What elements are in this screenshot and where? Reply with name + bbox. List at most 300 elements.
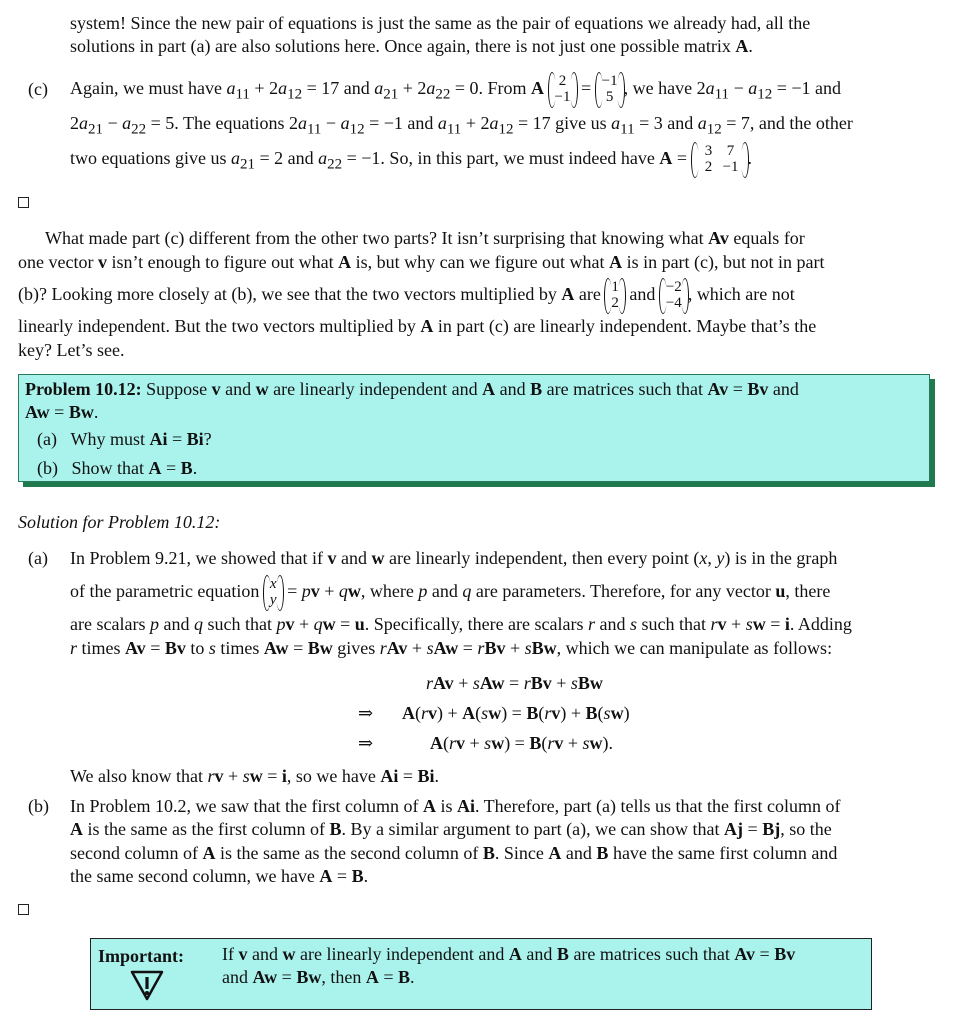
text: is in part (c), but not in part xyxy=(622,252,825,272)
column-vector xyxy=(660,280,688,312)
text: and xyxy=(222,966,253,987)
bold-symbol: Bi xyxy=(417,766,435,786)
var: q xyxy=(193,614,203,634)
text: = 5. The equations 2 xyxy=(146,113,298,133)
subscript: 21 xyxy=(383,86,399,103)
part-c-label: (c) xyxy=(28,79,48,99)
bold-symbol: Aw xyxy=(263,638,289,658)
text: = −1 and xyxy=(364,113,438,133)
bold-symbol: Aj xyxy=(724,819,744,840)
text: Suppose xyxy=(141,379,212,399)
subscript: 12 xyxy=(706,121,722,138)
part-c-line-2 xyxy=(70,107,950,139)
text: ) + xyxy=(437,703,463,723)
var: r xyxy=(421,703,429,723)
bold-symbol: w xyxy=(255,379,269,399)
text: equals for xyxy=(728,228,805,248)
derivation-line-3 xyxy=(358,732,678,762)
text: In Problem 9.21, we showed that if xyxy=(70,548,328,568)
bold-symbol: Bv xyxy=(530,673,552,693)
text: are linearly independent and xyxy=(295,944,509,964)
text: Show that xyxy=(71,458,149,478)
text: If xyxy=(222,944,239,964)
var: a xyxy=(340,113,350,133)
text: are matrices such that xyxy=(542,379,708,399)
matrix-row xyxy=(698,144,742,160)
sol-a-line-2 xyxy=(70,571,950,611)
para-line-3 xyxy=(18,275,950,313)
bold-symbol: v xyxy=(238,944,248,964)
solution-part-a-label: (a) xyxy=(28,548,48,568)
var: a xyxy=(697,113,707,133)
text: What made part (c) different from the other two parts? It isn’t surprising that knowing what xyxy=(45,228,709,248)
text: have the same first column and xyxy=(608,842,838,863)
var: r xyxy=(547,733,555,753)
text: ( xyxy=(538,703,545,723)
text: + 2 xyxy=(249,78,279,98)
warning-icon xyxy=(129,970,165,1002)
sol-a-line-3 xyxy=(70,613,950,637)
bold-symbol: Bw xyxy=(68,402,94,422)
implies-arrow-icon: ⇒ xyxy=(358,733,374,753)
text: ? xyxy=(203,429,212,449)
text: = xyxy=(335,614,355,634)
bold-symbol: i xyxy=(281,766,287,786)
carryover-line-1 xyxy=(70,12,950,35)
var: r xyxy=(449,733,457,753)
var: s xyxy=(484,733,492,753)
text: is the same as the second column of xyxy=(215,842,483,863)
var: s xyxy=(472,673,480,693)
text: . By a similar argument to part (a), we can show that xyxy=(341,819,725,840)
text: gives xyxy=(332,638,380,658)
bold-symbol: A xyxy=(420,316,434,336)
text: ( xyxy=(597,703,604,723)
bold-symbol: Bw xyxy=(296,966,322,987)
sol-b-line-2 xyxy=(70,818,950,841)
matrix-entry: 3 xyxy=(704,143,713,160)
problem-part-a xyxy=(37,428,212,451)
subscript: 11 xyxy=(714,86,730,103)
equation xyxy=(402,702,630,725)
text: times xyxy=(77,638,126,658)
text: . Since xyxy=(494,842,549,863)
var: r xyxy=(544,703,552,723)
bold-symbol: B xyxy=(529,733,542,753)
text: − xyxy=(103,113,123,133)
text: in part (c) are linearly independent. Maybe that’s the xyxy=(433,316,817,336)
text: and xyxy=(495,379,531,399)
text: is the same as the first column of xyxy=(83,819,330,840)
subscript: 12 xyxy=(498,121,514,138)
text: are matrices such that xyxy=(568,944,735,964)
important-box xyxy=(90,938,872,1010)
text: = xyxy=(743,819,763,840)
text: , where xyxy=(360,581,419,601)
bold-symbol: Bj xyxy=(762,819,781,840)
bold-symbol: v xyxy=(428,703,438,723)
var: s xyxy=(208,638,216,658)
subscript: 12 xyxy=(757,86,773,103)
text: and xyxy=(561,842,597,863)
bold-symbol: v xyxy=(327,548,337,568)
var: a xyxy=(122,113,132,133)
para-line-4 xyxy=(18,315,950,339)
carryover-paragraph xyxy=(70,12,950,59)
bold-symbol: Aw xyxy=(25,402,50,422)
text: are scalars xyxy=(70,614,150,634)
text: = xyxy=(332,866,352,887)
vector-entry: 2 xyxy=(611,294,619,311)
bold-symbol: B xyxy=(482,842,495,863)
text: ) + xyxy=(560,703,586,723)
text: + xyxy=(563,733,583,753)
text: . xyxy=(410,966,415,987)
text: is xyxy=(435,796,457,816)
text: such that xyxy=(637,614,711,634)
bold-symbol: w xyxy=(491,733,505,753)
var: r xyxy=(426,673,434,693)
text: and xyxy=(624,284,660,304)
bold-symbol: B xyxy=(180,458,193,478)
sol-a-line-1 xyxy=(70,547,950,571)
text: and xyxy=(158,614,194,634)
bold-symbol: A xyxy=(508,944,522,964)
bold-symbol: u xyxy=(775,581,786,601)
vector-entry: y xyxy=(269,591,277,608)
text: key? Let’s see. xyxy=(18,340,125,360)
text: + xyxy=(726,614,746,634)
text: = xyxy=(161,458,181,478)
part-label: (a) xyxy=(37,429,57,449)
bold-symbol: v xyxy=(211,379,221,399)
text: = xyxy=(49,402,69,422)
vector-entry: −1 xyxy=(554,88,571,105)
subscript: 21 xyxy=(239,156,255,173)
var: a xyxy=(226,78,236,98)
bold-symbol: i xyxy=(784,614,790,634)
var: s xyxy=(242,766,250,786)
para-line-5 xyxy=(18,339,950,363)
subscript: 22 xyxy=(131,121,147,138)
column-vector xyxy=(596,74,624,106)
var: p xyxy=(276,614,286,634)
sol-b-line-1 xyxy=(70,795,950,818)
vector-entry: −2 xyxy=(665,279,682,296)
text: + xyxy=(294,614,314,634)
carryover-line-2 xyxy=(70,35,950,58)
text: are xyxy=(574,284,606,304)
text: . xyxy=(93,402,99,422)
var: s xyxy=(603,703,611,723)
derivation-line-2 xyxy=(358,702,678,732)
bold-symbol: Bi xyxy=(186,429,204,449)
bold-symbol: v xyxy=(97,252,107,272)
text: + xyxy=(505,638,525,658)
text: = −1 and xyxy=(772,78,842,98)
text: ). xyxy=(602,733,614,753)
bold-symbol: A xyxy=(430,733,443,753)
text: = xyxy=(458,638,478,658)
subscript: 11 xyxy=(306,121,322,138)
text: , which we can manipulate as follows: xyxy=(556,638,833,658)
text: second column of xyxy=(70,842,203,863)
bold-symbol: w xyxy=(488,703,502,723)
part-c-text xyxy=(70,69,950,177)
var: a xyxy=(79,113,88,133)
bold-symbol: B xyxy=(526,703,539,723)
text: . xyxy=(748,36,753,57)
bold-symbol: A xyxy=(422,796,436,816)
problem-box xyxy=(18,374,930,482)
bold-symbol: Av xyxy=(433,673,454,693)
text: two equations give us xyxy=(70,148,231,168)
text: ) = xyxy=(504,733,530,753)
problem-title: Problem 10.12: xyxy=(25,379,142,399)
bold-symbol: Av xyxy=(707,379,729,399)
bold-symbol: Ai xyxy=(149,429,168,449)
bold-symbol: Bv xyxy=(747,379,769,399)
bold-symbol: Bw xyxy=(531,638,557,658)
text: , there xyxy=(785,581,831,601)
text: ( xyxy=(443,733,449,753)
text: + xyxy=(453,673,473,693)
var: x xyxy=(699,548,708,568)
var: a xyxy=(437,113,447,133)
text: and xyxy=(336,548,372,568)
text: and xyxy=(427,581,463,601)
text: = xyxy=(262,766,282,786)
var: a xyxy=(374,78,384,98)
text: linearly independent. But the two vectors multiplied by xyxy=(18,316,421,336)
bold-symbol: Ai xyxy=(380,766,399,786)
text: , so we have xyxy=(286,766,381,786)
var: q xyxy=(338,581,348,601)
bold-symbol: Aw xyxy=(479,673,505,693)
var: a xyxy=(230,148,240,168)
var: a xyxy=(748,78,758,98)
var: a xyxy=(278,78,288,98)
text: and xyxy=(521,944,557,964)
text: = 17 and xyxy=(302,78,375,98)
important-line-2 xyxy=(222,966,862,989)
bold-symbol: B xyxy=(585,703,598,723)
solution-part-b xyxy=(70,795,950,889)
var: p xyxy=(418,581,428,601)
equation xyxy=(430,732,613,755)
bold-symbol: A xyxy=(735,36,749,57)
bold-symbol: B xyxy=(351,866,364,887)
vector-entry: −4 xyxy=(665,294,682,311)
bold-symbol: A xyxy=(561,284,575,304)
text: . xyxy=(747,148,753,168)
bold-symbol: A xyxy=(531,78,545,98)
bold-symbol: Av xyxy=(386,638,408,658)
text: , we have 2 xyxy=(623,78,706,98)
bold-symbol: Av xyxy=(708,228,729,248)
sol-a-line-4 xyxy=(70,637,950,661)
var: s xyxy=(630,614,638,634)
text: = xyxy=(765,614,785,634)
text: ( xyxy=(415,703,421,723)
text: ( xyxy=(541,733,548,753)
var: y xyxy=(716,548,725,568)
text: Again, we must have xyxy=(70,78,227,98)
text: are parameters. Therefore, for any vector xyxy=(471,581,776,601)
subscript: 11 xyxy=(235,86,250,103)
part-c-line-1 xyxy=(70,69,950,107)
bold-symbol: B xyxy=(329,819,342,840)
text: 2 xyxy=(70,113,79,133)
bold-symbol: A xyxy=(70,819,83,840)
text: are linearly independent and xyxy=(268,379,483,399)
bold-symbol: A xyxy=(609,252,623,272)
vector-entry: x xyxy=(269,576,277,593)
bold-symbol: A xyxy=(338,252,352,272)
var: r xyxy=(477,638,485,658)
bold-symbol: Av xyxy=(125,638,146,658)
text: + xyxy=(319,581,339,601)
derivation-line-1 xyxy=(358,672,678,702)
vector-entry: 1 xyxy=(611,279,619,296)
text: of the parametric equation xyxy=(70,581,264,601)
bold-symbol: w xyxy=(589,733,603,753)
matrix-entry: 2 xyxy=(704,158,713,175)
text: and xyxy=(768,379,799,399)
bold-symbol: v xyxy=(310,581,320,601)
vector-entry: −1 xyxy=(601,73,618,90)
text: and xyxy=(595,614,631,634)
text: = 0. From xyxy=(450,78,532,98)
bold-symbol: Bv xyxy=(484,638,506,658)
var: q xyxy=(313,614,323,634)
text: = 3 and xyxy=(634,113,698,133)
text: solutions in part (a) are also solutions here. Once again, there is not just one possible matrix xyxy=(70,36,736,57)
discussion-paragraph xyxy=(18,227,950,363)
text: . xyxy=(363,866,369,887)
text: . Specifically, there are scalars xyxy=(364,614,588,634)
var: r xyxy=(379,638,387,658)
text: = 17 give us xyxy=(513,113,612,133)
vector-entry: 5 xyxy=(605,88,614,105)
subscript: 22 xyxy=(327,156,343,173)
matrix-row xyxy=(698,160,742,176)
subscript: 12 xyxy=(349,121,365,138)
bold-symbol: v xyxy=(554,733,564,753)
text: = xyxy=(378,966,398,987)
solution-heading: Solution for Problem 10.12: xyxy=(18,512,221,532)
bold-symbol: A xyxy=(148,458,162,478)
solution-part-a xyxy=(70,547,950,661)
bold-symbol: Bw xyxy=(577,673,603,693)
part-label: (b) xyxy=(37,458,58,478)
sol-a-conclusion xyxy=(70,765,950,788)
text: = xyxy=(398,766,418,786)
bold-symbol: A xyxy=(365,966,379,987)
text: + xyxy=(223,766,243,786)
derivation-block xyxy=(358,672,678,762)
var: p xyxy=(149,614,159,634)
solution-part-b-label: (b) xyxy=(28,796,49,816)
var: r xyxy=(207,766,215,786)
text: and xyxy=(220,379,256,399)
text: ( xyxy=(475,703,482,723)
part-c-line-3 xyxy=(70,139,950,177)
text: ) = xyxy=(501,703,527,723)
text: = xyxy=(504,673,524,693)
bold-symbol: w xyxy=(752,614,766,634)
problem-statement-line-1 xyxy=(25,378,799,401)
var: r xyxy=(523,673,531,693)
text: system! Since the new pair of equations is just the same as the pair of equations we already had, all the xyxy=(70,13,811,33)
text: = xyxy=(672,148,692,168)
text: = xyxy=(728,379,748,399)
bold-symbol: A xyxy=(319,866,333,887)
var: a xyxy=(297,113,307,133)
text: = xyxy=(755,944,775,964)
var: s xyxy=(481,703,489,723)
text: such that xyxy=(202,614,277,634)
column-vector xyxy=(264,577,283,609)
text: one vector xyxy=(18,252,98,272)
bold-symbol: A xyxy=(402,703,415,723)
bold-symbol: w xyxy=(347,581,361,601)
var: r xyxy=(70,638,78,658)
problem-part-b xyxy=(37,457,197,480)
bold-symbol: w xyxy=(249,766,263,786)
text: = xyxy=(282,581,302,601)
text: = −1. So, in this part, we must indeed have xyxy=(342,148,660,168)
bold-symbol: w xyxy=(610,703,624,723)
matrix-entry: −1 xyxy=(722,158,739,175)
text: = xyxy=(288,638,308,658)
text: + 2 xyxy=(398,78,427,98)
text: − xyxy=(321,113,341,133)
text: = xyxy=(167,429,187,449)
var: p xyxy=(301,581,311,601)
text: , so the xyxy=(780,819,832,840)
var: s xyxy=(745,614,753,634)
text: + 2 xyxy=(461,113,490,133)
bold-symbol: A xyxy=(659,148,673,168)
bold-symbol: A xyxy=(462,703,476,723)
text: ) xyxy=(623,703,630,723)
column-vector xyxy=(605,280,625,312)
subscript: 11 xyxy=(620,121,635,138)
bold-symbol: Av xyxy=(734,944,756,964)
var: s xyxy=(524,638,532,658)
var: a xyxy=(489,113,499,133)
subscript: 12 xyxy=(287,86,303,103)
important-label: Important: xyxy=(98,946,184,966)
var: r xyxy=(710,614,718,634)
text: Why must xyxy=(70,429,150,449)
qed-square xyxy=(18,197,29,208)
bold-symbol: B xyxy=(530,379,543,399)
text: the same second column, we have xyxy=(70,866,320,887)
para-line-2 xyxy=(18,251,950,275)
text: . Adding xyxy=(789,614,852,634)
bold-symbol: v xyxy=(285,614,295,634)
text: , which are not xyxy=(687,284,795,304)
bold-symbol: A xyxy=(202,842,216,863)
subscript: 21 xyxy=(88,121,103,138)
matrix-entry: 7 xyxy=(726,143,735,160)
text: + xyxy=(407,638,427,658)
bold-symbol: v xyxy=(551,703,561,723)
var: s xyxy=(570,673,578,693)
var: a xyxy=(705,78,715,98)
